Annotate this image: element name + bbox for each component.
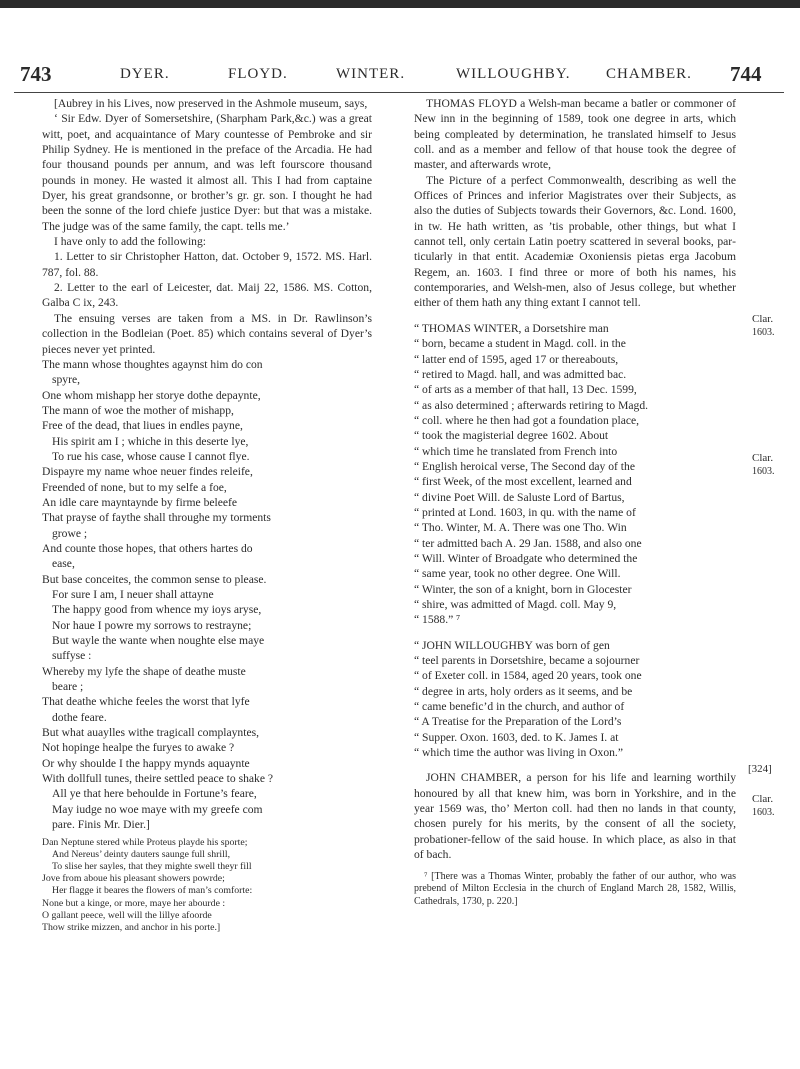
margin-note-3: [324] — [748, 763, 772, 775]
quoted-line: “ THOMAS WINTER, a Dorsetshire man — [414, 321, 609, 335]
right-column — [414, 96, 736, 908]
verse-line: Jove from aboue his pleasant showers powrde; — [42, 873, 225, 885]
quoted-line: “ of Exeter coll. in 1584, aged 20 years, took one — [414, 669, 642, 683]
header-name-willoughby: WILLOUGHBY. — [456, 66, 571, 82]
verse-line: To rue his case, whose cause I cannot flye. — [52, 449, 250, 463]
margin-note-1: Clar. 1603. — [752, 313, 775, 338]
dyer-verse — [42, 357, 372, 833]
quoted-line: “ printed at Lond. 1603, in qu. with the name of — [414, 505, 636, 519]
quoted-line: “ English heroical verse, The Second day of the — [414, 459, 635, 473]
verse-line: That prayse of faythe shall throughe my torments — [42, 511, 271, 525]
verse-line: Or why shoulde I the happy mynds aquaynte — [42, 756, 250, 770]
quoted-line: “ coll. where he then had got a foundation place, — [414, 413, 640, 427]
verse-line: But what auaylles withe tragicall complayntes, — [42, 726, 259, 740]
verse-line: pare. Finis Mr. Dier.] — [52, 818, 150, 832]
verse-line: Free of the dead, that liues in endles payne, — [42, 419, 243, 433]
verse-line: O gallant peece, well will the lillye afoorde — [42, 909, 212, 921]
header-name-dyer: DYER. — [120, 66, 170, 82]
verse-line: Dan Neptune stered while Proteus playde his sporte; — [42, 836, 248, 848]
aubrey-intro: [Aubrey in his Lives, now preserved in the Ashmole museum, says, — [54, 97, 368, 110]
verse-line: That deathe whiche feeles the worst that lyfe — [42, 695, 250, 709]
verse-line: spyre, — [52, 373, 81, 387]
aubrey-quote: ‘ Sir Edw. Dyer of Somersetshire, (Sharpham Park,&c.) was a great witt, poet, and acquaintance of Mary countesse of Pembroke and sir Philip Sydney. He is mentioned in the preface of the Arcadia. He had four thousand pounds per annum, and was left fourscore thousand pounds in money. He wasted it almost all. This I had from captaine Dyer, his great grandsonne, or brother’s gr. gr. son. I thought he had been the sonne of the lord chiefe justice Dyer: but that was a mistake. The judge was of the same family, the capt. tells me.’ — [42, 112, 372, 233]
margin-note-4: Clar. 1603. — [752, 793, 775, 818]
footnote: ⁷ [There was a Thomas Winter, probably the father of our author, who was prebend of Milton Ecclesia in the church of England March 28, 1582, Willis, Cathedrals, 1730, p. 220.] — [414, 870, 736, 907]
quoted-line: “ Will. Winter of Broadgate who determined the — [414, 551, 638, 565]
quoted-line: “ born, became a student in Magd. coll. in the — [414, 337, 626, 351]
page-number-left: 743 — [20, 62, 52, 86]
quoted-line: “ JOHN WILLOUGHBY was born of gen — [414, 638, 610, 652]
verse-line: Nor haue I powre my sorrows to restrayne; — [52, 618, 252, 632]
verse-line: dothe feare. — [52, 710, 107, 724]
verse-line: With dollfull tunes, theire settled peace to shake ? — [42, 772, 274, 786]
verse-line: All ye that here behoulde in Fortune’s feare, — [52, 787, 257, 801]
top-border — [0, 0, 800, 8]
verse-line: The happy good from whence my ioys aryse, — [52, 603, 262, 617]
quoted-line: “ 1588.” ⁷ — [414, 613, 461, 627]
verse-line: Thow strike mizzen, and anchor in his porte.] — [42, 921, 221, 933]
quoted-line: “ which time he translated from French into — [414, 444, 618, 458]
quoted-line: “ came benefic’d in the church, and author of — [414, 700, 625, 714]
verse-line: May iudge no woe maye with my greefe com — [52, 802, 263, 816]
verse-line: To slise her sayles, that they mighte swell theyr fill — [52, 860, 252, 872]
verse-line: One whom mishapp her storye dothe depaynte, — [42, 388, 261, 402]
verse-line: growe ; — [52, 526, 88, 540]
winter-entry — [414, 321, 736, 628]
verse-line: Whereby my lyfe the shape of deathe muste — [42, 664, 246, 678]
verse-line: Not hopinge healpe the furyes to awake ? — [42, 741, 235, 755]
quoted-line: “ Winter, the son of a knight, born in Glocester — [414, 582, 632, 596]
header-name-floyd: FLOYD. — [228, 66, 288, 82]
verse-line: For sure I am, I neuer shall attayne — [52, 588, 214, 601]
verse-line: The mann whose thoughtes agaynst him do con — [42, 357, 263, 371]
quoted-line: “ teel parents in Dorsetshire, became a sojourner — [414, 654, 640, 668]
header-rule — [14, 92, 784, 93]
quoted-line: “ retired to Magd. hall, and was admitted bac. — [414, 367, 627, 381]
floyd-work: The Picture of a perfect Commonwealth, describing as well the Offices of Princes and inferior Magistrates over their Subjects, as also the duties of Subjects towards their Governors, &c. Lond. 1600, in tw. He hath written, as ’tis probable, other things, but what I cannot tell, only certain Latin poetry scattered in several books, particularly in that entit. Academiæ Oxoniensis pietas erga Jacobum Regem, an. 1603. I find three or more of both his names, his contemporaries, and Welsh-men, also of Jesus college, but whether either of them hath any thing extant I cannot tell. — [414, 173, 736, 310]
verse-line: The mann of woe the mother of mishapp, — [42, 403, 234, 417]
verse-line: Dispayre my name whoe neuer findes releife, — [42, 465, 253, 479]
quoted-line: “ Supper. Oxon. 1603, ded. to K. James I. at — [414, 730, 619, 744]
verse-line: ease, — [52, 557, 75, 571]
quoted-line: “ of arts as a member of that hall, 13 Dec. 1599, — [414, 383, 637, 397]
quoted-line: “ as also determined ; afterwards retiring to Magd. — [414, 398, 649, 412]
verses-intro: The ensuing verses are taken from a MS. in Dr. Rawlinson’s collection in the Bodleian (Poet. 85) which contains several of Dyer’s pieces never yet printed. — [42, 311, 372, 356]
dyer-small-verse — [42, 837, 372, 935]
quoted-line: “ degree in arts, holy orders as it seems, and be — [414, 684, 633, 698]
verse-line: His spirit am I ; whiche in this deserte lye, — [52, 434, 249, 448]
quoted-line: “ took the magisterial degree 1602. About — [414, 429, 609, 443]
left-column — [42, 96, 372, 934]
verse-line: But base conceites, the common sense to please. — [42, 572, 267, 586]
quoted-line: “ ter admitted bach A. 29 Jan. 1588, and also one — [414, 536, 642, 550]
quoted-line: “ latter end of 1595, aged 17 or thereabouts, — [414, 352, 619, 366]
floyd-entry: THOMAS FLOYD a Welsh-man became a batler or commoner of New inn in the beginning of 1589, took one degree in arts, which being compleated by determination, he translated himself to Jesus coll. and as a member and fellow of that house took the degree of master, and afterwards wrote, — [414, 97, 736, 172]
verse-line: But wayle the wante when noughte else maye — [52, 634, 265, 648]
quoted-line: “ divine Poet Will. de Saluste Lord of Bartus, — [414, 490, 625, 504]
verse-line: suffyse : — [52, 649, 92, 663]
verse-line: None but a kinge, or more, maye her abourde : — [42, 897, 226, 909]
page-number-right: 744 — [730, 62, 762, 86]
quoted-line: “ first Week, of the most excellent, learned and — [414, 475, 632, 489]
quoted-line: “ A Treatise for the Preparation of the Lord’s — [414, 715, 622, 729]
verse-line: beare ; — [52, 680, 84, 694]
verse-line: An idle care mayntaynde by firme beleefe — [42, 495, 238, 509]
verse-line: Freended of none, but to my selfe a foe, — [42, 480, 227, 494]
margin-note-2: Clar. 1603. — [752, 452, 775, 477]
quoted-line: “ which time the author was living in Oxon.” — [414, 746, 623, 760]
quoted-line: “ shire, was admitted of Magd. coll. May 9, — [414, 598, 617, 611]
letter-item-1: 1. Letter to sir Christopher Hatton, dat. October 9, 1572. MS. Harl. 787, fol. 88. — [42, 250, 372, 279]
letter-item-2: 2. Letter to the earl of Leicester, dat. Maij 22, 1586. MS. Cotton, Galba C ix, 243. — [42, 281, 372, 310]
add-following: I have only to add the following: — [54, 235, 206, 249]
header-name-winter: WINTER. — [336, 66, 406, 82]
chamber-entry: JOHN CHAMBER, a person for his life and learning worthily honoured by all that knew him, was born in Yorkshire, and in the year 1569 was, tho’ Merton coll. had then no lands in that county, chosen purely for his merits, by the consent of all the society, probationer-fellow of the said house. In which place, as also in that of bach. — [414, 771, 736, 862]
quoted-line: “ same year, took no other degree. One Will. — [414, 567, 621, 581]
running-header — [0, 62, 800, 92]
willoughby-entry — [414, 638, 736, 761]
verse-line: Her flagge it beares the flowers of man’s comforte: — [52, 885, 253, 897]
quoted-line: “ Tho. Winter, M. A. There was one Tho. Win — [414, 521, 627, 535]
verse-line: And Nereus’ deinty dauters saunge full shrill, — [52, 848, 231, 860]
header-name-chamber: CHAMBER. — [606, 66, 692, 82]
verse-line: And counte those hopes, that others hartes do — [42, 541, 253, 555]
